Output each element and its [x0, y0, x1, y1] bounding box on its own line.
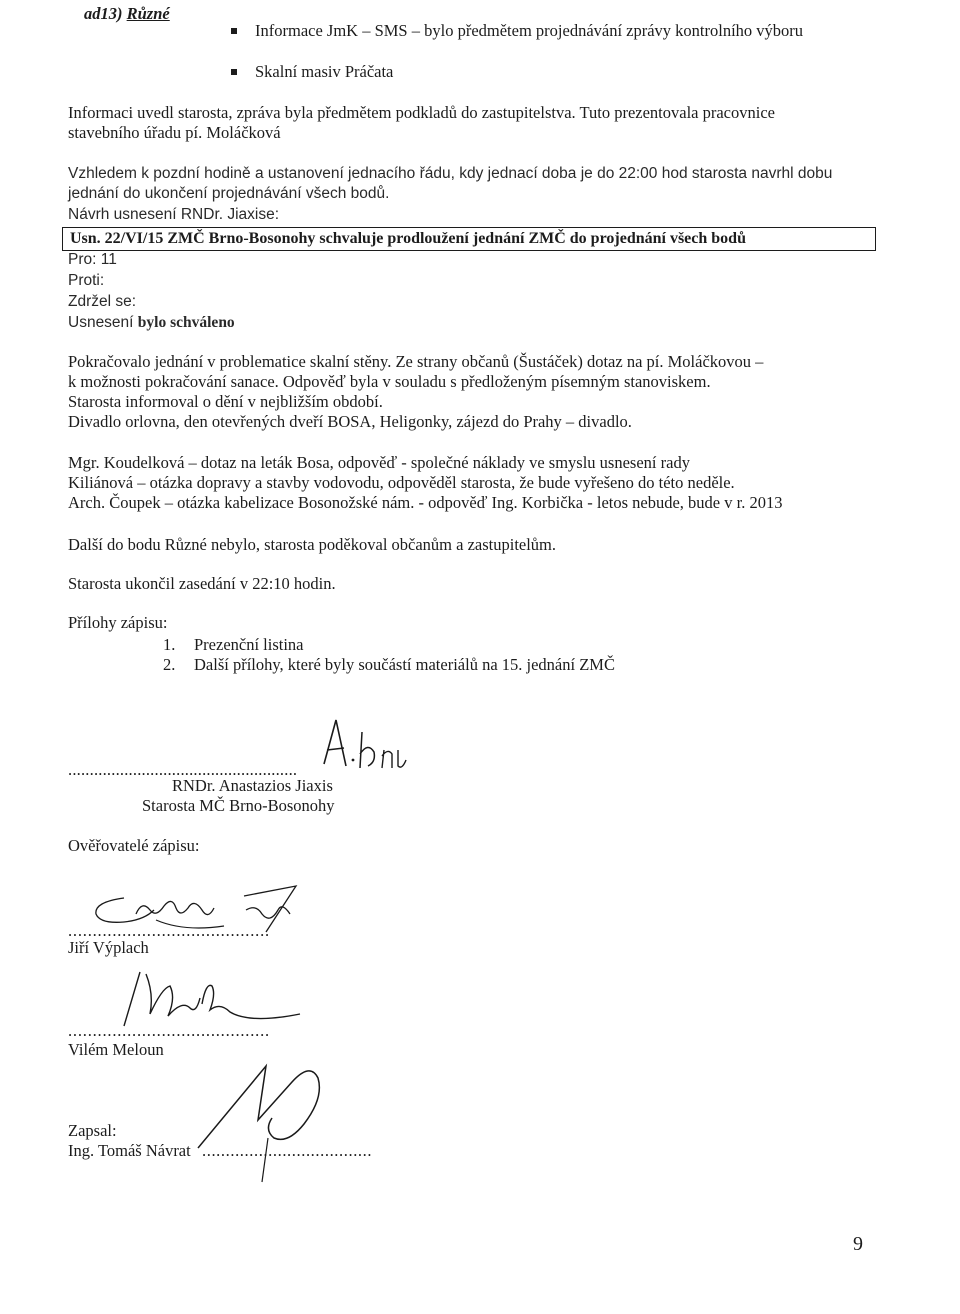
closing-line: Další do bodu Různé nebylo, starosta poděkoval občanům a zastupitelům. — [68, 535, 557, 554]
info-line-1: Informaci uvedl starosta, zpráva byla předmětem podkladů do zastupitelstva. Tuto prezentovala pracovnice — [68, 103, 775, 122]
recorder-title: Zapsal: — [68, 1121, 117, 1140]
discussion-line-1: Pokračovalo jednání v problematice skalní stěny. Ze strany občanů (Šustáček) dotaz na pí. Moláčkovou – — [68, 352, 764, 371]
discussion-line-2: k možnosti pokračování sanace. Odpověď byla v souladu s předloženým písemným stanoviskem. — [68, 372, 711, 391]
verifier1-name: Jiří Výplach — [68, 938, 149, 957]
recorder-name: Ing. Tomáš Návrat — [68, 1141, 191, 1160]
section-heading-prefix: ad13) — [84, 4, 127, 23]
discussion-line-3: Starosta informoval o dění v nejbližším období. — [68, 392, 383, 411]
discussion-line-4: Divadlo orlovna, den otevřených dveří BOSA, Heligonky, zájezd do Prahy – divadlo. — [68, 412, 632, 431]
bullet-square-icon — [231, 69, 237, 75]
section-heading-title: Různé — [126, 4, 170, 23]
vote-proti: Proti: — [68, 272, 105, 289]
ended-line: Starosta ukončil zasedání v 22:10 hodin. — [68, 574, 336, 593]
vote-pro: Pro: 11 — [68, 251, 117, 268]
mayor-title: Starosta MČ Brno-Bosonohy — [142, 796, 335, 815]
mayor-signature-dots: ..................................................... — [68, 760, 298, 779]
attachment-num-2: 2. — [163, 655, 176, 674]
attachment-text-1: Prezenční listina — [194, 635, 304, 654]
question-line-1: Mgr. Koudelková – dotaz na leták Bosa, odpověď - společné náklady ve smyslu usnesení rady — [68, 453, 690, 472]
attachments-title: Přílohy zápisu: — [68, 613, 168, 632]
hour-line-1: Vzhledem k pozdní hodině a ustanovení jednacího řádu, kdy jednací doba je do 22:00 hod starosta navrhl dobu — [68, 165, 833, 182]
bullet-item-2: Skalní masiv Práčata — [255, 62, 394, 81]
question-line-3: Arch. Čoupek – otázka kabelizace Bosonožské nám. - odpověď Ing. Korbička - letos nebude, bude v r. 2013 — [68, 493, 783, 512]
mayor-name: RNDr. Anastazios Jiaxis — [172, 776, 333, 795]
resolution-result-bold: bylo schváleno — [137, 314, 235, 331]
attachment-num-1: 1. — [163, 635, 176, 654]
attachment-text-2: Další přílohy, které byly součástí materiálů na 15. jednání ZMČ — [194, 655, 615, 674]
bullet-item-1: Informace JmK – SMS – bylo předmětem projednávání zprávy kontrolního výboru — [255, 21, 804, 40]
mayor-signature — [310, 708, 420, 778]
proposal-line: Návrh usnesení RNDr. Jiaxise: — [68, 206, 280, 223]
verifier2-name: Vilém Meloun — [68, 1040, 164, 1059]
info-line-2: stavebního úřadu pí. Moláčková — [68, 123, 281, 142]
resolution-text: Usn. 22/VI/15 ZMČ Brno-Bosonohy schvaluje prodloužení jednání ZMČ do projednání všech bodů — [70, 230, 746, 247]
question-line-2: Kiliánová – otázka dopravy a stavby vodovodu, odpověděl starosta, že bude vyřešeno do této neděle. — [68, 473, 735, 492]
recorder-dots: .................................... — [202, 1141, 373, 1160]
verifier1-signature-dots: ......................................... — [68, 921, 270, 940]
hour-line-2: jednání do ukončení projednávání všech bodů. — [68, 185, 390, 202]
resolution-result — [68, 313, 235, 333]
vote-zdrzel: Zdržel se: — [68, 293, 137, 310]
section-heading — [84, 4, 170, 24]
page-number: 9 — [853, 1233, 863, 1255]
verifier2-signature-dots: ......................................... — [68, 1021, 270, 1040]
bullet-square-icon — [231, 28, 237, 34]
resolution-result-prefix: Usnesení — [68, 314, 138, 331]
verifiers-title: Ověřovatelé zápisu: — [68, 836, 200, 855]
recorder-signature — [180, 1054, 340, 1184]
